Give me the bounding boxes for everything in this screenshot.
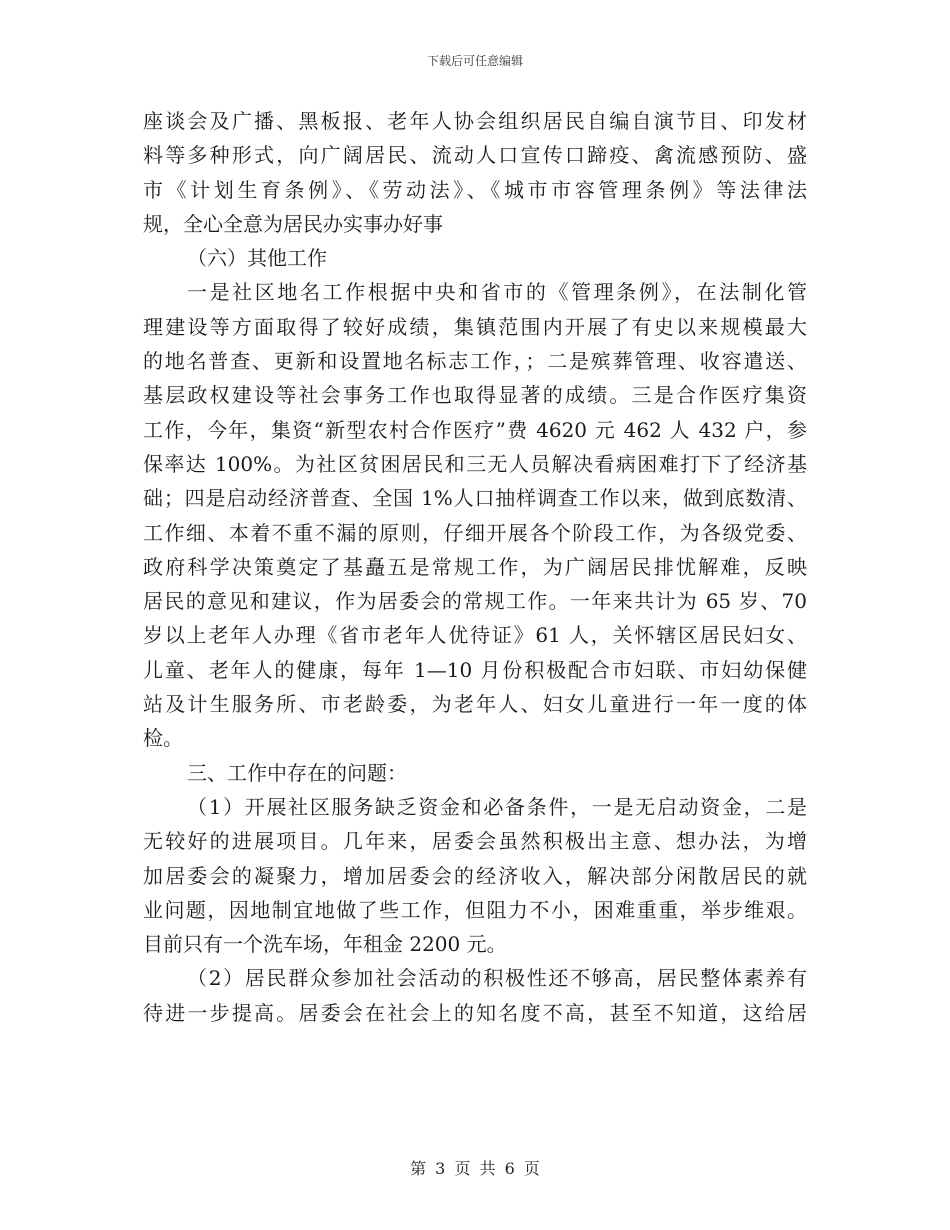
text-line: 保率达 100%。为社区贫困居民和三无人员解决看病困难打下了经济基	[143, 451, 807, 476]
text-line: 料等多种形式，向广阔居民、流动人口宣传口蹄疫、禽流感预防、盛	[143, 143, 807, 168]
text-line: 加居委会的凝聚力，增加居委会的经济收入，解决部分闲散居民的就	[143, 863, 807, 888]
text-line: （1）开展社区服务缺乏资金和必备条件，一是无启动资金，二是	[187, 794, 807, 819]
text-line: 规，全心全意为居民办实事办好事	[143, 211, 443, 236]
text-line: （六）其他工作	[187, 246, 327, 271]
text-line: （2）居民群众参加社会活动的积极性还不够高，居民整体素养有	[187, 966, 807, 991]
text-line: 一是社区地名工作根据中央和省市的《管理条例》，在法制化管	[187, 280, 807, 305]
text-line: 三、工作中存在的问题：	[187, 760, 407, 785]
text-line: 岁以上老年人办理《省市老年人优待证》61 人，关怀辖区居民妇女、	[143, 623, 807, 648]
text-line: 政府科学决策奠定了基矗五是常规工作，为广阔居民排忧解难，反映	[143, 554, 807, 579]
text-line: 居民的意见和建议，作为居委会的常规工作。一年来共计为 65 岁、70	[143, 589, 807, 614]
text-line: 工作细、本着不重不漏的原则，仔细开展各个阶段工作，为各级党委、	[143, 520, 807, 545]
page-header: 下载后可任意编辑	[426, 54, 523, 68]
text-line: 待进一步提高。居委会在社会上的知名度不高，甚至不知道，这给居	[143, 1000, 807, 1025]
text-line: 基层政权建设等社会事务工作也取得显著的成绩。三是合作医疗集资	[143, 383, 807, 408]
text-line: 目前只有一个洗车场，年租金 2200 元。	[143, 932, 507, 957]
text-line: 础；四是启动经济普查、全国 1%人口抽样调查工作以来，做到底数清、	[143, 486, 807, 511]
text-line: 无较好的进展项目。几年来，居委会虽然积极出主意、想办法，为增	[143, 829, 807, 854]
text-line: 的地名普查、更新和设置地名标志工作，；二是殡葬管理、收容遣送、	[143, 349, 807, 374]
text-line: 工作，今年，集资“新型农村合作医疗”费 4620 元 462 人 432 户，参	[143, 417, 807, 442]
text-line: 座谈会及广播、黑板报、老年人协会组织居民自编自演节目、印发材	[143, 109, 807, 133]
text-line: 理建设等方面取得了较好成绩，集镇范围内开展了有史以来规模最大	[143, 314, 807, 339]
text-line: 业问题，因地制宜地做了些工作，但阻力不小，困难重重，举步维艰。	[143, 897, 807, 922]
page-number: 第 3 页 共 6 页	[410, 1159, 540, 1178]
text-line: 检。	[143, 726, 183, 751]
text-line: 儿童、老年人的健康，每年 1—10 月份积极配合市妇联、市妇幼保健	[143, 657, 807, 682]
text-line: 站及计生服务所、市老龄委，为老年人、妇女儿童进行一年一度的体	[143, 692, 807, 717]
document-body	[143, 104, 807, 1030]
text-line: 市《计划生育条例》、《劳动法》、《城市市容管理条例》等法律法	[143, 177, 807, 202]
